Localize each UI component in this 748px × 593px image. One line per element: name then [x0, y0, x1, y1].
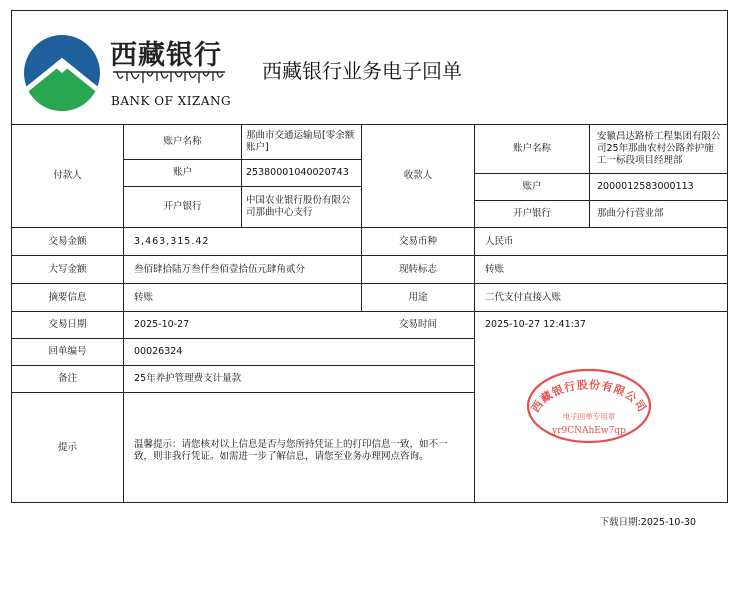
receipt-no-value: 00026324 — [134, 346, 183, 357]
amount-words-label: 大写金额 — [48, 263, 87, 275]
purpose-label: 用途 — [408, 291, 428, 303]
bank-name-en: BANK OF XIZANG — [111, 94, 232, 108]
payee-account-label: 账户 — [522, 181, 542, 192]
summary-value: 转账 — [134, 291, 154, 303]
svg-text:西藏银行股份有限公司 — [528, 377, 650, 414]
download-date-value: 2025-10-30 — [640, 517, 696, 528]
payee-bank-value: 那曲分行营业部 — [597, 208, 664, 219]
tip-label: 提示 — [57, 441, 77, 453]
document-title: 西藏银行业务电子回单 — [262, 59, 462, 83]
seal-type-text: 电子回单专用章 — [562, 412, 616, 421]
summary-label: 摘要信息 — [48, 291, 87, 303]
receipt-table — [12, 124, 727, 502]
currency-value: 人民币 — [485, 235, 514, 247]
date-value: 2025-10-27 — [134, 319, 190, 330]
payer-section-label: 付款人 — [53, 169, 82, 181]
bank-name-tibetan — [113, 69, 225, 85]
payer-name-value: 那曲市交通运输局[零余额账户] — [246, 129, 355, 153]
payer-account-value: 25380001040020743 — [246, 167, 349, 178]
tip-text: 温馨提示：请您核对以上信息是否与您所持凭证上的打印信息一致，如不一致，则非我行凭证。如需进一步了解信息，请您至业务办理网点咨询。 — [134, 438, 448, 462]
bank-name-cn: 西藏银行 — [110, 40, 222, 71]
bank-logo-icon — [22, 33, 102, 113]
payee-name-label: 账户名称 — [512, 142, 551, 154]
payer-name-label: 账户名称 — [163, 135, 202, 147]
remark-value: 25年养护管理费支计量款 — [134, 373, 242, 384]
official-seal-icon — [525, 367, 653, 445]
download-date-label: 下载日期: — [599, 517, 641, 528]
cash-transfer-label: 现转标志 — [398, 263, 437, 275]
payer-account-label: 账户 — [172, 167, 192, 178]
amount-label: 交易金额 — [48, 235, 87, 247]
amount-words-value: 叁佰肆拾陆万叁仟叁佰壹拾伍元肆角贰分 — [134, 263, 306, 275]
amount-value: 3,463,315.42 — [134, 235, 210, 247]
remark-label: 备注 — [57, 373, 77, 384]
receipt-no-label: 回单编号 — [48, 346, 87, 357]
payee-name-value: 安徽昌达路桥工程集团有限公司25年那曲农村公路养护施工一标段项目经理部 — [597, 130, 721, 166]
seal-org-text: 西藏银行股份有限公司 — [528, 378, 650, 415]
time-label: 交易时间 — [398, 319, 437, 330]
purpose-value: 二代支付直接入账 — [485, 291, 562, 303]
payee-section-label: 收款人 — [403, 169, 433, 181]
cash-transfer-value: 转账 — [485, 263, 505, 275]
payer-bank-value: 中国农业银行股份有限公司那曲中心支行 — [246, 195, 351, 218]
payee-account-value: 2000012583000113 — [597, 181, 694, 192]
seal-code-text: yr9CNAhEw7qp — [552, 426, 626, 436]
date-label: 交易日期 — [48, 319, 87, 330]
payer-bank-label: 开户银行 — [163, 201, 202, 212]
download-date — [600, 514, 696, 528]
payee-bank-label: 开户银行 — [512, 208, 551, 219]
currency-label: 交易币种 — [398, 235, 437, 247]
time-value: 2025-10-27 12:41:37 — [485, 319, 586, 330]
receipt-header — [12, 11, 727, 125]
